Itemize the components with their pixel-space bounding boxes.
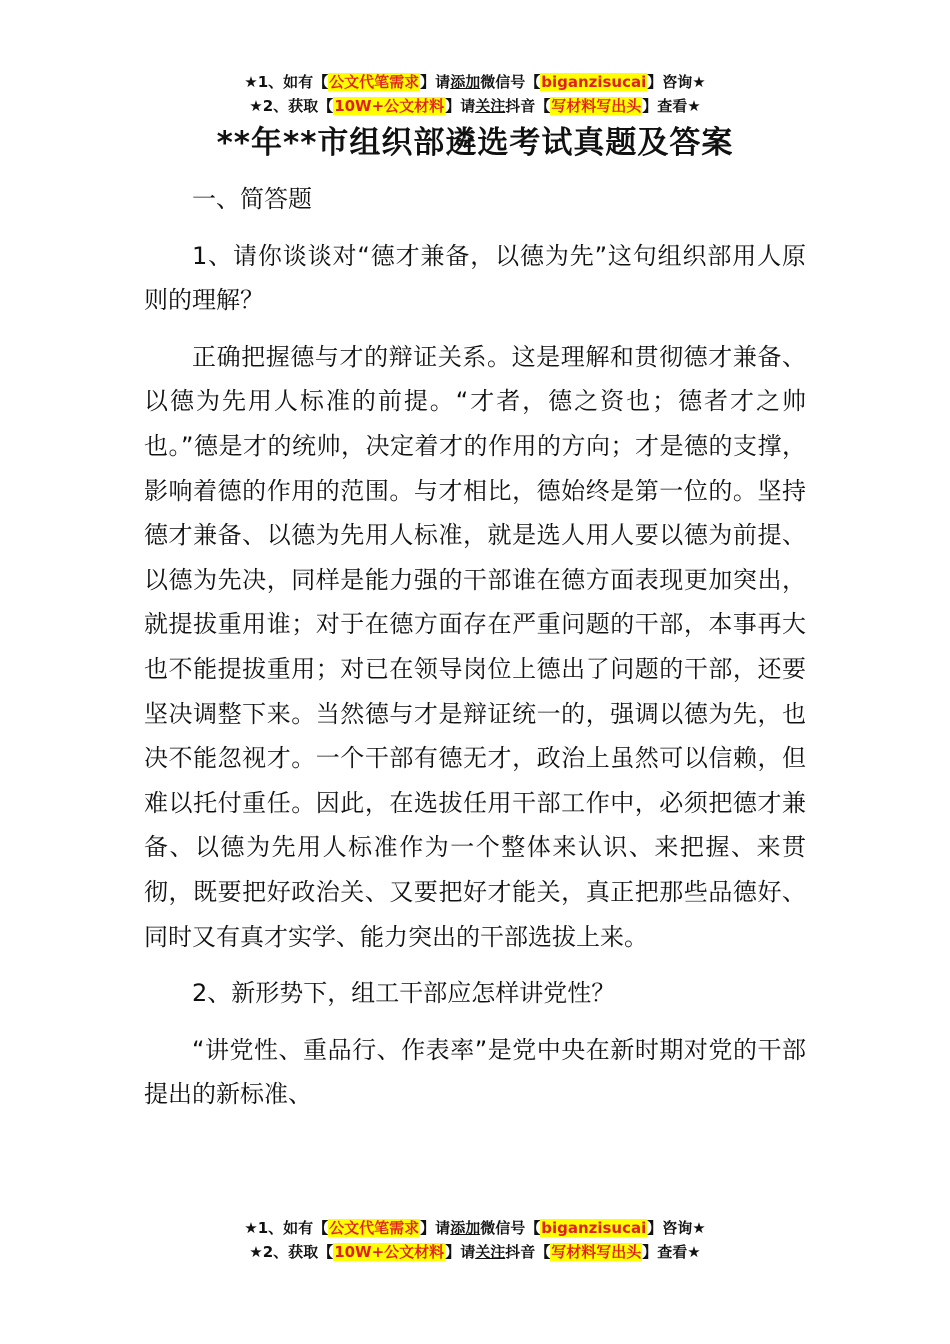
banner-text: ★2、获取【 <box>249 1243 334 1261</box>
banner-text: ★2、获取【 <box>249 97 334 115</box>
banner-text: 】查看★ <box>642 97 701 115</box>
banner-underlined-text: 关注 <box>475 1243 506 1261</box>
banner-underlined-text: 添加 <box>450 1219 481 1237</box>
banner-text: 】查看★ <box>642 1243 701 1261</box>
page-title: **年**市组织部遴选考试真题及答案 <box>216 125 734 161</box>
banner-text: 】请 <box>420 73 451 91</box>
banner-line-1 <box>0 1216 950 1240</box>
footer-banner <box>0 1216 950 1264</box>
banner-underlined-text: 关注 <box>475 97 506 115</box>
banner-underlined-text: 添加 <box>450 73 481 91</box>
banner-highlight: biganzisucai <box>541 73 647 91</box>
banner-text: 】请 <box>420 1219 451 1237</box>
banner-text: 】咨询★ <box>647 73 706 91</box>
banner-line-1 <box>0 70 950 94</box>
banner-highlight: 写材料写出头 <box>551 97 642 115</box>
header-banner <box>0 70 950 118</box>
banner-highlight: 公文代笔需求 <box>329 73 420 91</box>
section-heading: 一、简答题 <box>192 185 312 213</box>
banner-text: 】咨询★ <box>647 1219 706 1237</box>
banner-text: 微信号【 <box>480 73 541 91</box>
question-1: 1、请你谈谈对“德才兼备，以德为先”这句组织部用人原则的理解？ <box>144 241 806 315</box>
banner-text: 抖音【 <box>505 1243 551 1261</box>
document-body <box>144 177 806 1117</box>
banner-text: 】请 <box>445 1243 476 1261</box>
banner-text: 微信号【 <box>480 1219 541 1237</box>
banner-highlight: 10W+公文材料 <box>334 97 445 115</box>
banner-highlight: 写材料写出头 <box>551 1243 642 1261</box>
banner-text: ★1、如有【 <box>244 1219 329 1237</box>
banner-line-2 <box>0 1240 950 1264</box>
banner-line-2 <box>0 94 950 118</box>
banner-highlight: 10W+公文材料 <box>334 1243 445 1261</box>
banner-text: 】请 <box>445 97 476 115</box>
banner-text: ★1、如有【 <box>244 73 329 91</box>
banner-text: 抖音【 <box>505 97 551 115</box>
answer-1: 正确把握德与才的辩证关系。这是理解和贯彻德才兼备、以德为先用人标准的前提。“才者，德之资也；德者才之帅也。”德是才的统帅，决定着才的作用的方向；才是德的支撑，影响着德的作用的范围。与才相比，德始终是第一位的。坚持德才兼备、以德为先用人标准，就是选人用人要以德为前提、以德为先决，同样是能力强的干部谁在德方面表现更加突出，就提拔重用谁；对于在德方面存在严重问题的干部，本事再大也不能提拔重用；对已在领导岗位上德出了问题的干部，还要坚决调整下来。当然德与才是辩证统一的，强调以德为先，也决不能忽视才。一个干部有德无才，政治上虽然可以信赖，但难以托付重任。因此，在选拔任用干部工作中，必须把德才兼备、以德为先用人标准作为一个整体来认识、来把握、来贯彻，既要把好政治关、又要把好才能关，真正把那些品德好、同时又有真才实学、能力突出的干部选拔上来。 <box>144 342 806 951</box>
banner-highlight: 公文代笔需求 <box>329 1219 420 1237</box>
question-2: 2、新形势下，组工干部应怎样讲党性？ <box>192 979 616 1008</box>
banner-highlight: biganzisucai <box>541 1219 647 1237</box>
answer-2: “讲党性、重品行、作表率”是党中央在新时期对党的干部提出的新标准、 <box>144 1035 806 1109</box>
